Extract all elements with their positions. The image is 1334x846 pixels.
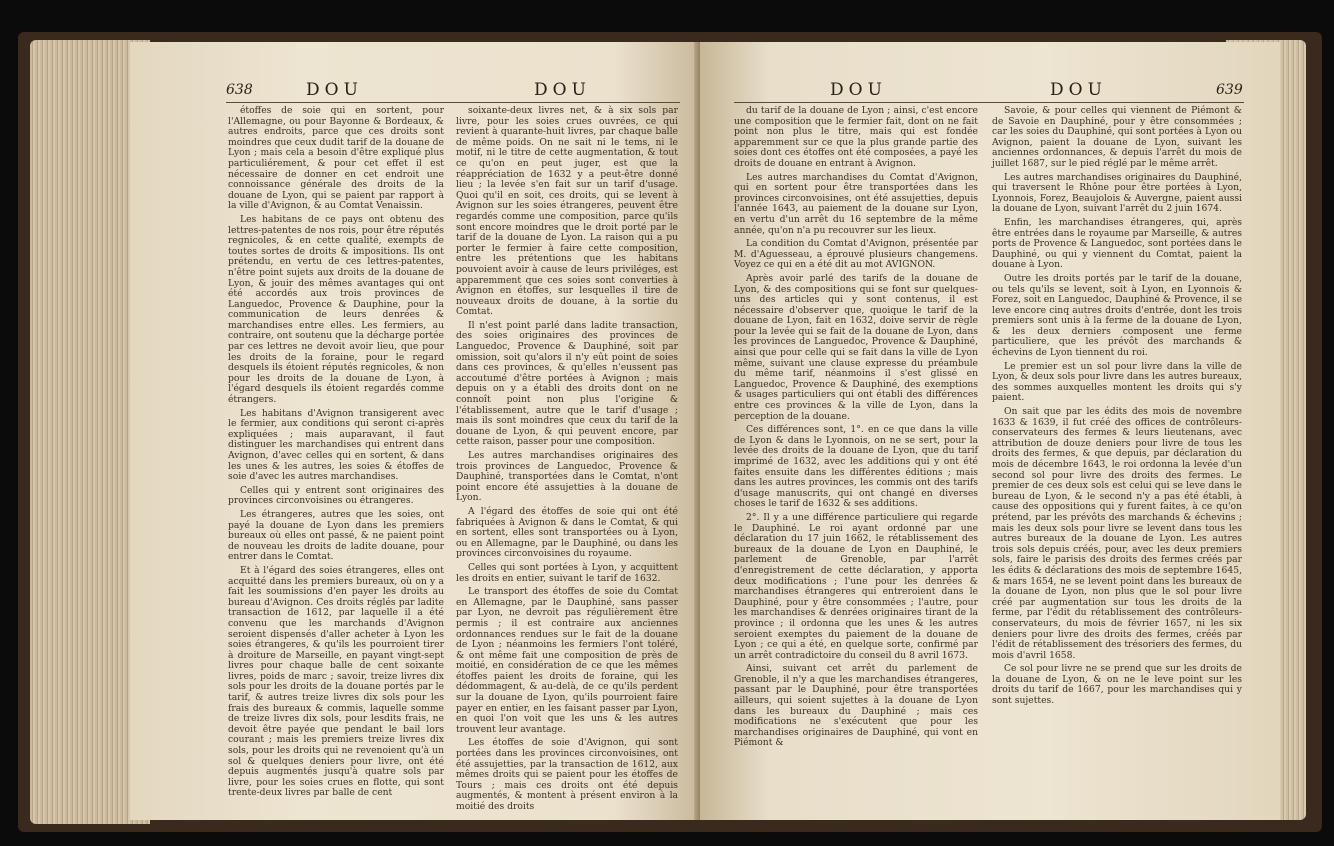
paragraph: La condition du Comtat d'Avignon, présentée par M. d'Aguesseau, a éprouvé plusieurs changemens. Voyez ce qui en a été dit au mot AVIGNON.: [734, 238, 978, 271]
paragraph: 2°. Il y a une différence particuliere qui regarde le Dauphiné. Le roi ayant ordonné par une déclaration du 17 juin 1662, le rétablissement des bureaux de la douane de Lyon en Dauphiné, le parlement de Grenoble, par l'arrêt d'enregistrement de cette déclaration, y apporta deux modifications ; l'une pour les denrées & marchandises étrangeres qui entreroient dans le Dauphiné, pour y être consommées ; l'autre, pour les marchandises & denrées originaires tirant de la province ; il ordonna que les unes & les autres seroient exemptes du paiement de la douane de Lyon ; ce qui a été, en quelque sorte, confirmé par un arrêt contradictoire du conseil du 8 avril 1673.: [734, 511, 978, 661]
open-book: [10, 14, 1326, 836]
page-number-right: 639: [1216, 82, 1243, 98]
right-page: [700, 42, 1280, 820]
text-column-right-1: [734, 106, 978, 766]
paragraph: Celles qui sont portées à Lyon, y acquittent les droits en entier, suivant le tarif de 1632.: [456, 561, 678, 584]
running-header-right-a: DOU: [830, 80, 887, 100]
paragraph: Ce sol pour livre ne se prend que sur les droits de la douane de Lyon, & on ne le leve point sur les droits du tarif de 1667, pour les marchandises qui y sont sujettes.: [992, 663, 1242, 707]
paragraph: du tarif de la douane de Lyon ; ainsi, c'est encore une composition que le fermier fait, dont on ne fait point non plus le titre, mais qui est fondée apparemment sur ce que la plus grande partie des soies dont ces étoffes ont été composées, a payé les droits de douane en entrant à Avignon.: [734, 105, 978, 169]
paragraph: Il n'est point parlé dans ladite transaction, des soies originaires des provinces de Languedoc, Provence & Dauphiné, soit par omission, soit qu'alors il n'y eût point de soies dans ces provinces, & qu'elles n'eussent pas accoutumé d'être portées à Avignon ; mais depuis on y a établi des droits dont on ne connoît point non plus l'origine & l'établissement, autre que le tarif d'usage ; mais ils sont moindres que ceux du tarif de la douane de Lyon, & qui peuvent encore, par cette raison, passer pour une composition.: [456, 319, 678, 448]
paragraph: Les autres marchandises originaires du Dauphiné, qui traversent le Rhône pour être portées à Lyon, Lyonnois, Forez, Beaujolois & Auvergne, paient aussi la douane de Lyon, suivant l'arrêt du 2 juin 1674.: [992, 171, 1242, 215]
paragraph: Le transport des étoffes de soie du Comtat en Allemagne, par le Dauphiné, sans passer par Lyon, ne devroit pas régulièrement être permis ; il est contraire aux anciennes ordonnances rendues sur le fait de la douane de Lyon ; néanmoins les fermiers l'ont toléré, & ont même fait une composition de près de moitié, en considération de ce que les mêmes étoffes paient les droits de foraine, qui les dédommagent, & au-delà, de ce qu'ils perdent sur la douane de Lyon, qu'ils pourroient faire payer en entier, en les faisant passer par Lyon, en quoi l'on voit que les uns & les autres trouvent leur avantage.: [456, 586, 678, 735]
text-column-left-1: [228, 105, 444, 799]
paragraph: Après avoir parlé des tarifs de la douane de Lyon, & des compositions qui se font sur quelques-uns des articles qui y sont contenus, il est nécessaire d'observer que, quoique le tarif de la douane de Lyon, fait en 1632, doive servir de règle pour la levée qui se fait de la douane de Lyon, dans les provinces de Languedoc, Provence & Dauphiné, ainsi que pour celle qui se fait dans la ville de Lyon même, suivant une clause expresse du préambule du même tarif, néanmoins il s'est glissé en Languedoc, Provence & Dauphiné, des exemptions & usages particuliers qui ont établi des différences entre ces provinces & la ville de Lyon, dans la perception de la douane.: [734, 272, 978, 422]
running-header-left-b: DOU: [534, 80, 591, 100]
paragraph: Celles qui y entrent sont originaires des provinces circonvoisines ou étrangeres.: [228, 484, 444, 507]
paragraph: Le premier est un sol pour livre dans la ville de Lyon, & deux sols pour livre dans les autres bureaux, des sommes auxquelles montent les droits qui s'y paient.: [992, 360, 1242, 404]
text-column-left-2: [456, 105, 678, 812]
running-header-right-b: DOU: [1050, 80, 1107, 100]
paragraph: Et à l'égard des soies étrangeres, elles ont acquitté dans les premiers bureaux, où on y a fait les soumissions d'en payer les droits au bureau d'Avignon. Ces droits réglés par ladite transaction de 1612, par laquelle il a été convenu que les marchands d'Avignon seroient dispensés d'aller acheter à Lyon les soies étrangeres, & qu'ils les pourroient tirer à droiture de Marseille, en payant vingt-sept livres pour chaque balle de cent soixante livres, poids de marc ; savoir, treize livres dix sols pour les droits de la douane portés par le tarif, & autres treize livres dix sols pour les frais des bureaux & commis, laquelle somme de treize livres dix sols, pour lesdits frais, ne devoit être payée que pendant le bail lors courant ; mais les premiers treize livres dix sols, pour les droits qui ne revenoient qu'à un sol & quelques deniers pour livre, ont été depuis augmentés jusqu'à quatre sols par livre, pour les soies crues en flotte, qui sont trente-deux livres par balle de cent: [228, 564, 444, 799]
paragraph: A l'égard des étoffes de soie qui ont été fabriquées à Avignon & dans le Comtat, & qui en sortent, elles sont transportées ou à Lyon, ou en Allemagne, par le Dauphiné, ou dans les provinces circonvoisines du royaume.: [456, 505, 678, 560]
paragraph: Enfin, les marchandises étrangeres, qui, après être entrées dans le royaume par Marseille, & autres ports de Provence & Languedoc, sont portées dans le Dauphiné, ou qui y viennent du Comtat, paient la douane à Lyon.: [992, 216, 1242, 271]
paragraph: Les autres marchandises originaires des trois provinces de Languedoc, Provence & Dauphiné, transportées dans le Comtat, n'ont point encore été assujetties à la douane de Lyon.: [456, 450, 678, 504]
paragraph: Outre les droits portés par le tarif de la douane, ou tels qu'ils se levent, soit à Lyon, en Lyonnois & Forez, soit en Languedoc, Dauphiné & Provence, il se leve encore cinq autres droits d'entrée, dont les trois premiers sont unis à la ferme de la douane de Lyon, & les deux derniers composent une ferme particuliere, que les prévôt des marchands & échevins de Lyon tiennent du roi.: [992, 272, 1243, 359]
paragraph: soixante-deux livres net, & à six sols par livre, pour les soies crues ouvrées, ce qui revient à quarante-huit livres, par chaque balle de même poids. On ne sait ni le tems, ni le motif, ni le titre de cette augmentation, & tout ce qu'on en peut juger, est que la réappréciation de 1632 y a peut-être donné lieu ; la levée s'en fait sur un tarif d'usage. Quoi qu'il en soit, ces droits, qui se levent à Avignon sur les soies étrangeres, peuvent être regardés comme une composition, parce qu'ils sont encore moindres que le droit porté par le tarif de la douane de Lyon. La raison qui a pu porter le fermier à faire cette composition, entre les prétentions que les habitans pouvoient avoir à cause de leurs priviléges, est apparemment que ces soies sont converties à Avignon en étoffes, sur lesquelles il tire de nouveaux droits de douane, à la sortie du Comtat.: [456, 105, 678, 318]
text-column-right-2: [992, 105, 1243, 707]
paragraph: Les étrangeres, autres que les soies, ont payé la douane de Lyon dans les premiers bureaux où elles ont passé, & ne paient point de nouveau les droits de ladite douane, pour entrer dans le Comtat.: [228, 508, 444, 563]
paragraph: Ainsi, suivant cet arrêt du parlement de Grenoble, il n'y a que les marchandises étrangeres, passant par le Dauphiné, pour être transportées ailleurs, qui soient sujettes à la douane de Lyon dans les bureaux du Dauphiné ; mais ces modifications ne s'exécutent que pour les marchandises originaires de Dauphiné, qui vont en Piémont &: [734, 663, 978, 749]
paragraph: Savoie, & pour celles qui viennent de Piémont & de Savoie en Dauphiné, pour y être consommées ; car les soies du Dauphiné, qui sont portées à Lyon ou Avignon, paient la douane de Lyon, suivant les anciennes ordonnances, & depuis l'arrêt du mois de juillet 1687, sur le pied réglé par le même arrêt.: [992, 105, 1242, 169]
running-header-left-a: DOU: [306, 80, 363, 100]
paragraph: On sait que par les édits des mois de novembre 1633 & 1639, il fut créé des offices de contrôleurs-conservateurs des fermes & leurs lieutenans, avec attribution de douze deniers pour livre de tous les droits des fermes, & que depuis, par déclaration du mois de décembre 1643, le roi ordonna la levée d'un second sol pour livre des droits des fermes. Le premier de ces deux sols est celui qui se leve dans le bureau de Lyon, & le second n'y a pas été établi, à cause des oppositions qui y furent faites, à ce qu'on prétend, par les prévôts des marchands & échevins ; mais les deux sols pour livre se levent dans tous les autres bureaux de la douane de Lyon. Les autres trois sols depuis créés, pour, avec les deux premiers sols, faire le parisis des droits des fermes créés par les édits & déclarations des mois de septembre 1645, & mars 1654, ne se levent point dans les bureaux de la douane de Lyon, non plus que le sol pour livre créé par augmentation sur tous les droits de la ferme, par l'édit du rétablissement des contrôleurs-conservateurs, du mois de février 1657, ni les six deniers pour livre des droits des fermes, créés par l'édit de rétablissement des trésoriers des fermes, du mois d'avril 1658.: [992, 406, 1242, 661]
paragraph: Ces différences sont, 1°. en ce que dans la ville de Lyon & dans le Lyonnois, on ne se sert, pour la levée des droits de la douane de Lyon, que du tarif imprimé de 1632, avec les additions qui y ont été faites ensuite dans les différentes éditions ; mais dans les autres provinces, les commis ont des tarifs d'usage manuscrits, qui ont changé en diverses choses le tarif de 1632 & ses additions.: [734, 424, 978, 510]
page-number-left: 638: [226, 82, 253, 98]
paragraph: Les habitans de ce pays ont obtenu des lettres-patentes de nos rois, pour être réputés regnicoles, & en cette qualité, exempts de toutes sortes de droits & impositions. Ils ont prétendu, en vertu de ces lettres-patentes, n'être point sujets aux droits de la douane de Lyon, & jouir des mêmes avantages qui ont été accordés aux trois provinces de Languedoc, Provence & Dauphine, pour la communication de leurs denrées & marchandises entre elles. Les fermiers, au contraire, ont soutenu que la décharge portée par ces lettres ne devoit avoir lieu, que pour les droits de la foraine, pour le regard desquels ils étoient réputés regnicoles, & non pour les droits de la douane de Lyon, à l'égard desquels ils étoient regardés comme étrangers.: [228, 213, 444, 406]
left-page: [130, 42, 700, 820]
paragraph: Les étoffes de soie d'Avignon, qui sont portées dans les provinces circonvoisines, ont été assujetties, par la transaction de 1612, aux mêmes droits qui se paient pour les étoffes de Tours ; mais ces droits ont été depuis augmentés, & montent à présent environ à la moitié des droits: [456, 737, 678, 812]
header-rule-right: [734, 102, 1244, 103]
paragraph: Les autres marchandises du Comtat d'Avignon, qui en sortent pour être transportées dans les provinces circonvoisines, ont été assujetties, depuis l'année 1643, au paiement de la douane sur Lyon, en vertu d'un arrêt du 16 septembre de la même année, qu'on n'a pu recouvrer sur les lieux.: [734, 171, 978, 236]
paragraph: étoffes de soie qui en sortent, pour l'Allemagne, ou pour Bayonne & Bordeaux, & autres endroits, parce que ces droits sont moindres que ceux dudit tarif de la douane de Lyon ; mais cela a besoin d'être expliqué plus particuliérement, & pour cet effet il est nécessaire de donner en cet endroit une connoissance générale des droits de la douane de Lyon, qui se paient par rapport à la ville d'Avignon, & au Comtat Venaissin.: [228, 105, 444, 212]
paragraph: Les habitans d'Avignon transigerent avec le fermier, aux conditions qui seront ci-après expliquées ; mais auparavant, il faut distinguer les marchandises qui entrent dans Avignon, d'avec celles qui en sortent, & dans les unes & les autres, les soies & étoffes de soie d'avec les autres marchandises.: [228, 407, 444, 483]
header-rule-left: [226, 102, 680, 103]
